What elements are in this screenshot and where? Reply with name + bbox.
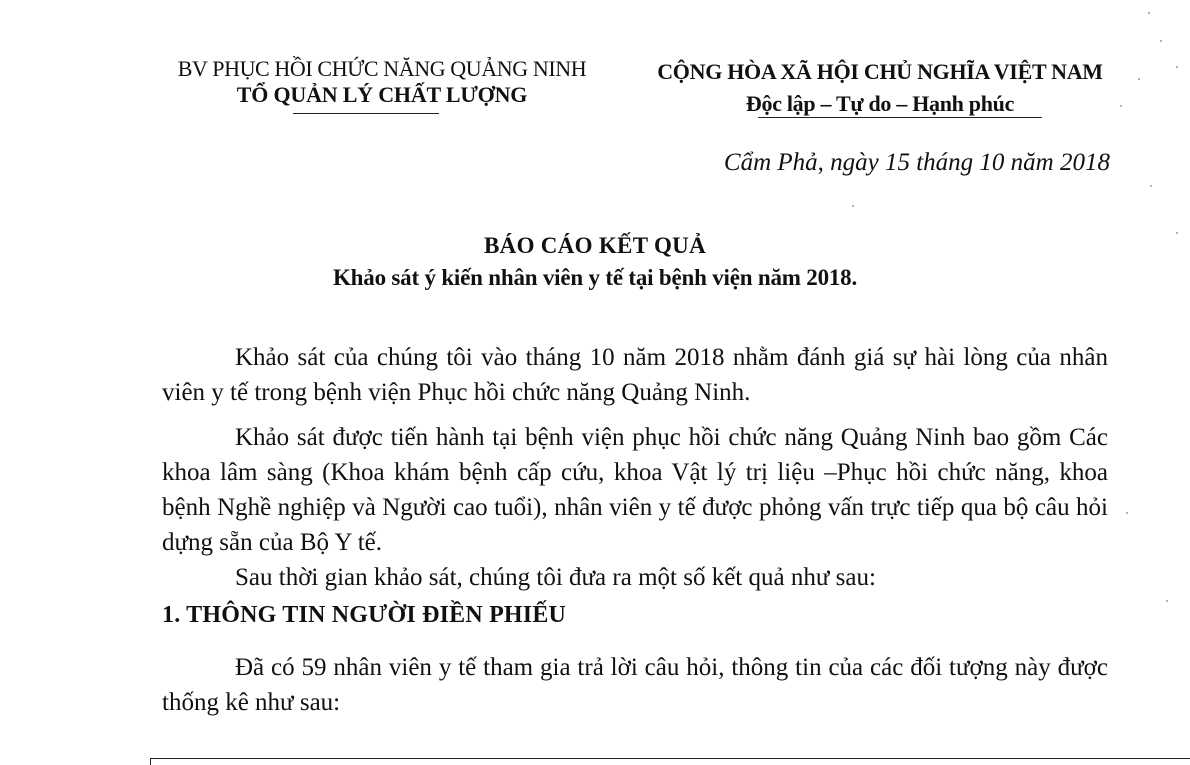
scan-speck (1150, 185, 1152, 187)
paragraph-purpose: Khảo sát của chúng tôi vào tháng 10 năm 2018 nhằm đánh giá sự hài lòng của nhân viên y tế trong bệnh viện Phục hồi chức năng Quảng Ninh. (162, 344, 1108, 406)
organization-underline (293, 113, 439, 114)
date-line: Cẩm Phả, ngày 15 tháng 10 năm 2018 (723, 149, 1110, 176)
national-header-block (630, 56, 1130, 120)
section-heading: 1. THÔNG TIN NGƯỜI ĐIỀN PHIẾU (162, 602, 567, 628)
report-title-block (60, 230, 1130, 294)
nation-name: CỘNG HÒA XÃ HỘI CHỦ NGHĨA VIỆT NAM (657, 59, 1103, 84)
table-top-border (150, 758, 1190, 759)
report-subtitle: Khảo sát ý kiến nhân viên y tế tại bệnh viện năm 2018. (332, 265, 858, 290)
scan-speck (1176, 232, 1178, 234)
report-title: BÁO CÁO KẾT QUẢ (484, 233, 706, 258)
paragraph-results-intro: Sau thời gian khảo sát, chúng tôi đưa ra một số kết quả như sau: (235, 564, 876, 591)
organization-name: BV PHỤC HỒI CHỨC NĂNG QUẢNG NINH (177, 56, 587, 81)
scan-speck (1166, 600, 1168, 602)
motto-underline (758, 117, 1042, 118)
scan-speck (1148, 12, 1150, 14)
scan-speck (1138, 78, 1140, 80)
national-motto: Độc lập – Tự do – Hạnh phúc (745, 91, 1015, 116)
issuing-organization-block (162, 56, 602, 108)
scan-speck (1126, 512, 1128, 514)
table-left-border (150, 758, 151, 765)
scan-speck (852, 205, 854, 207)
paragraph-respondents: Đã có 59 nhân viên y tế tham gia trả lời câu hỏi, thông tin của các đối tượng này được thống kê như sau: (162, 654, 1108, 716)
scan-speck (1176, 66, 1178, 68)
paragraph-scope: Khảo sát được tiến hành tại bệnh viện phục hồi chức năng Quảng Ninh bao gồm Các khoa lâm sàng (Khoa khám bệnh cấp cứu, khoa Vật lý trị liệu –Phục hồi chức năng, khoa bệnh Nghề nghiệp và Người cao tuổi), nhân viên y tế được phỏng vấn trực tiếp qua bộ câu hỏi dựng sẵn của Bộ Y tế. (162, 424, 1108, 556)
team-name: TỔ QUẢN LÝ CHẤT LƯỢNG (236, 82, 528, 107)
scan-speck (1160, 40, 1162, 42)
